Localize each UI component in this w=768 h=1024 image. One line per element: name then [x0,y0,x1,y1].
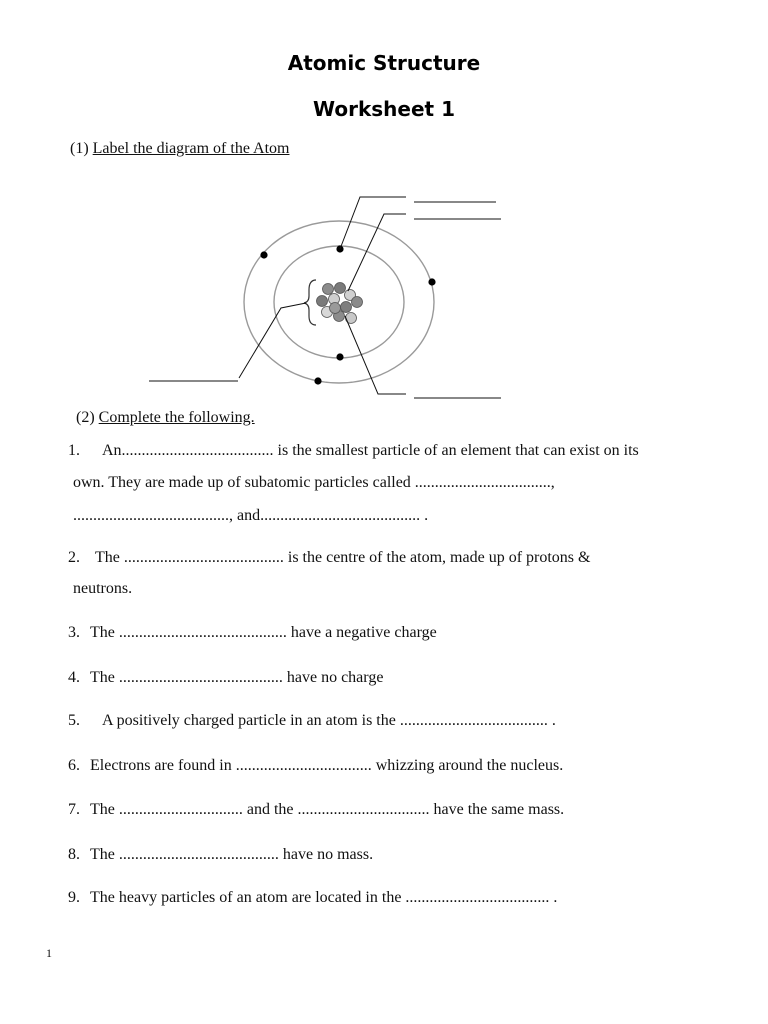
worksheet-subtitle: Worksheet 1 [313,97,455,121]
label-leader-nucleus [239,303,306,378]
nucleon [335,283,346,294]
question-7 [68,801,564,819]
nucleus [317,283,363,324]
question-8-number: 8. [68,846,80,863]
question-5-text: A positively charged particle in an atom is the ..................................... . [102,712,556,729]
page-number: 1 [46,946,52,960]
question-5-number: 5. [68,712,80,729]
question-8 [68,846,373,864]
question-1-text-line-1: An...................................... is the smallest particle of an element that can exist on its [102,442,639,459]
question-2-text-line-1: The ........................................ is the centre of the atom, made up of protons & [95,549,591,566]
question-1-number: 1. [68,442,80,459]
nucleon [323,284,334,295]
question-9-number: 9. [68,889,80,906]
question-7-number: 7. [68,801,80,818]
section-2-number: (2) [76,409,95,426]
worksheet-title: Atomic Structure [287,51,481,75]
question-8-text: The ........................................ have no mass. [90,846,374,863]
electron [336,353,343,360]
question-1-text-line-2: own. They are made up of subatomic particles called .................................., [73,474,555,491]
section-2-heading [76,409,255,427]
question-1-text-line-3: ......................................., and........................................ . [73,507,429,524]
question-2-text-line-2: neutrons. [73,580,133,597]
question-4-text: The ......................................... have no charge [90,669,384,686]
section-2-title: Complete the following. [98,409,255,426]
question-6-text: Electrons are found in .................................. whizzing around the nucleus. [90,757,564,774]
label-leader-proton [348,214,406,291]
question-6 [68,757,563,775]
atom-diagram [0,0,768,420]
nucleon [317,296,328,307]
section-1-number: (1) [70,140,89,157]
section-1-title: Label the diagram of the Atom [92,140,290,157]
electron [260,251,267,258]
question-3-number: 3. [68,624,80,641]
electron [314,377,321,384]
question-9-text: The heavy particles of an atom are located in the .................................... . [90,889,558,906]
question-2-line-1 [68,549,590,567]
question-4 [68,669,383,687]
question-5 [68,712,556,730]
question-3-text: The .......................................... have a negative charge [90,624,437,641]
nucleon [341,302,352,313]
label-leader-electron [340,197,406,249]
nucleon [352,297,363,308]
question-1-line-1 [68,442,639,460]
question-3 [68,624,437,642]
nucleon [330,303,341,314]
question-9 [68,889,557,907]
question-2-number: 2. [68,549,80,566]
question-7-text: The ............................... and the ................................. have the same mass. [90,801,565,818]
question-6-number: 6. [68,757,80,774]
electron [428,278,435,285]
nucleus-bracket [304,280,316,325]
question-4-number: 4. [68,669,80,686]
